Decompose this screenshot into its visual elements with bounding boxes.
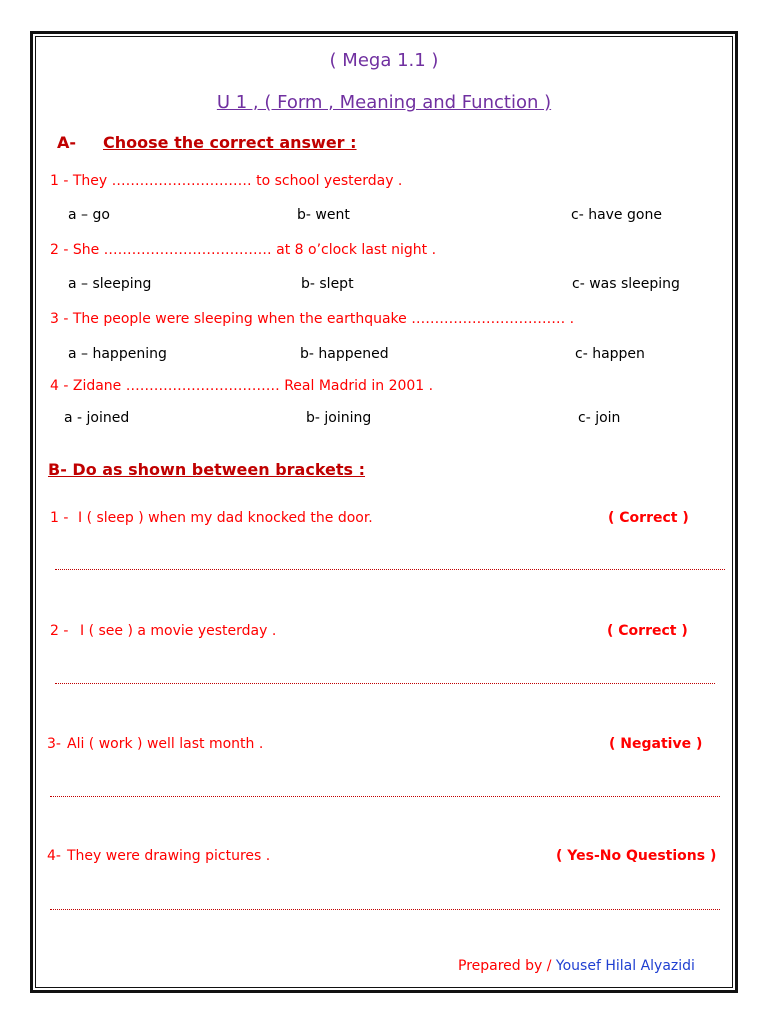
b-item-1-answer-line[interactable] (55, 569, 725, 570)
b-item-4-answer-line[interactable] (50, 909, 720, 910)
section-a-letter: A- (57, 133, 77, 152)
b-item-2-text: I ( see ) a movie yesterday . (80, 623, 277, 639)
q4-option-a: a - joined (64, 410, 130, 426)
mega-title: ( Mega 1.1 ) (329, 50, 439, 71)
b-item-4-number: 4- (47, 848, 61, 864)
b-item-3-text: Ali ( work ) well last month . (67, 736, 264, 752)
b-item-4-tag: ( Yes-No Questions ) (556, 848, 717, 864)
q3-option-b: b- happened (300, 346, 389, 362)
question-1: 1 - They ………………………… to school yesterday . (50, 173, 403, 189)
unit-title: U 1 , ( Form , Meaning and Function ) (216, 92, 552, 113)
b-item-1-tag: ( Correct ) (608, 510, 689, 526)
b-item-2-number: 2 - (50, 623, 69, 639)
b-item-3-tag: ( Negative ) (609, 736, 703, 752)
b-item-2-answer-line[interactable] (55, 683, 715, 684)
q3-option-a: a – happening (68, 346, 167, 362)
question-2: 2 - She ……………………………… at 8 o’clock last night . (50, 242, 437, 258)
b-item-1-number: 1 - (50, 510, 69, 526)
b-item-2-tag: ( Correct ) (607, 623, 688, 639)
q4-option-b: b- joining (306, 410, 372, 426)
b-item-4-text: They were drawing pictures . (67, 848, 271, 864)
q2-option-b: b- slept (301, 276, 354, 292)
b-item-1-text: I ( sleep ) when my dad knocked the door. (78, 510, 373, 526)
question-4: 4 - Zidane …………………………… Real Madrid in 2001 . (50, 378, 434, 394)
b-item-3-number: 3- (47, 736, 61, 752)
question-3: 3 - The people were sleeping when the earthquake …………………………… . (50, 311, 575, 327)
section-a-title: Choose the correct answer : (103, 133, 357, 152)
prepared-by-label: Prepared by / (458, 958, 552, 974)
q1-option-c: c- have gone (571, 207, 662, 223)
q1-option-a: a – go (68, 207, 110, 223)
author-name: Yousef Hilal Alyazidi (555, 958, 695, 974)
q4-option-c: c- join (578, 410, 621, 426)
q3-option-c: c- happen (575, 346, 645, 362)
footer-credit (458, 958, 695, 974)
q1-option-b: b- went (297, 207, 350, 223)
q2-option-a: a – sleeping (68, 276, 152, 292)
q2-option-c: c- was sleeping (572, 276, 680, 292)
section-b-title: B- Do as shown between brackets : (48, 460, 366, 479)
b-item-3-answer-line[interactable] (50, 796, 720, 797)
